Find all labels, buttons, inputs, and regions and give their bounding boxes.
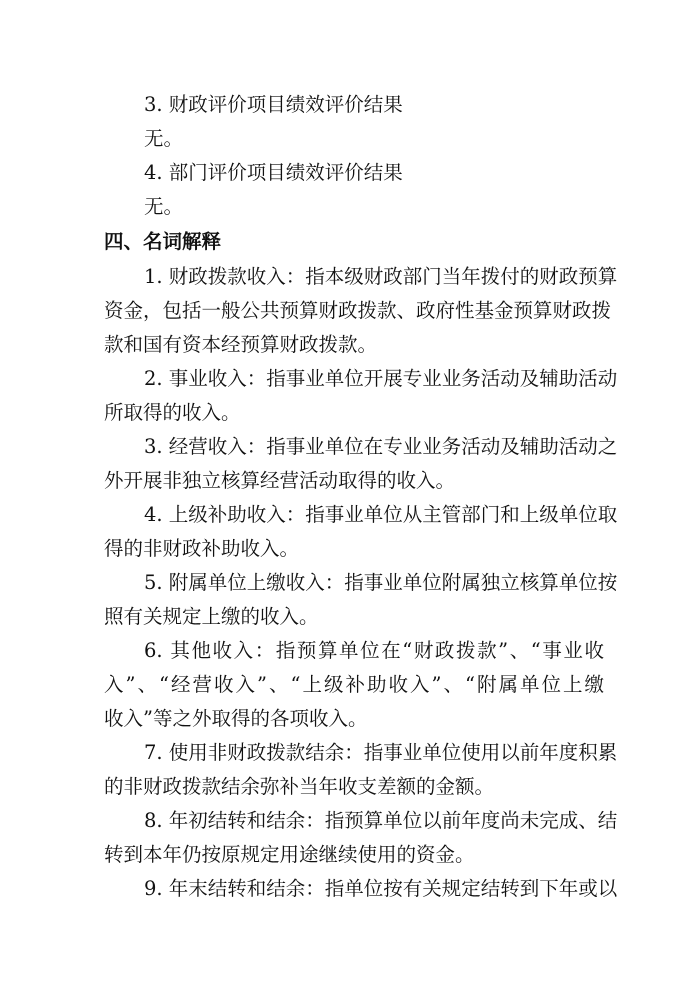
item-4-title: 4. 部门评价项目绩效评价结果 xyxy=(144,161,403,184)
definition-line: 6. 其他收入：指预算单位在“财政拨款”、“事业收 xyxy=(144,639,604,662)
definition-1 xyxy=(104,260,618,362)
definition-line: 照有关规定上缴的收入。 xyxy=(104,605,319,628)
item-4-body: 无。 xyxy=(144,195,184,218)
definition-7 xyxy=(104,736,618,804)
definition-line: 9. 年末结转和结余：指单位按有关规定结转到下年或以 xyxy=(144,877,618,900)
definition-line: 3. 经营收入：指事业单位在专业业务活动及辅助活动之 xyxy=(144,435,618,458)
definition-3 xyxy=(104,430,618,498)
definition-6 xyxy=(104,634,604,736)
definition-line: 的非财政拨款结余弥补当年收支差额的金额。 xyxy=(104,775,495,798)
definition-5 xyxy=(104,566,618,634)
definition-line: 得的非财政补助收入。 xyxy=(104,537,300,560)
definition-line: 入”、“经营收入”、“上级补助收入”、“附属单位上缴 xyxy=(104,673,604,696)
definition-line: 4. 上级补助收入：指事业单位从主管部门和上级单位取 xyxy=(144,503,618,526)
definition-line: 款和国有资本经预算财政拨款。 xyxy=(104,333,378,356)
definition-line: 资金，包括一般公共预算财政拨款、政府性基金预算财政拨 xyxy=(104,299,612,322)
definition-9 xyxy=(104,872,618,906)
definition-line: 收入”等之外取得的各项收入。 xyxy=(104,707,368,730)
definition-line: 7. 使用非财政拨款结余：指事业单位使用以前年度积累 xyxy=(144,741,618,764)
document-page xyxy=(104,88,618,906)
definition-8 xyxy=(104,804,618,872)
section-heading: 四、名词解释 xyxy=(104,230,222,253)
definition-line: 8. 年初结转和结余：指预算单位以前年度尚未完成、结 xyxy=(144,809,618,832)
definition-line: 外开展非独立核算经营活动取得的收入。 xyxy=(104,469,456,492)
definition-line: 2. 事业收入：指事业单位开展专业业务活动及辅助活动 xyxy=(144,367,618,390)
definition-2 xyxy=(104,362,618,430)
definition-line: 5. 附属单位上缴收入：指事业单位附属独立核算单位按 xyxy=(144,571,618,594)
definition-line: 1. 财政拨款收入：指本级财政部门当年拨付的财政预算 xyxy=(144,265,618,288)
item-3-title: 3. 财政评价项目绩效评价结果 xyxy=(144,93,403,116)
definition-4 xyxy=(104,498,618,566)
definition-line: 转到本年仍按原规定用途继续使用的资金。 xyxy=(104,843,475,866)
item-3-body: 无。 xyxy=(144,127,184,150)
definition-line: 所取得的收入。 xyxy=(104,401,241,424)
